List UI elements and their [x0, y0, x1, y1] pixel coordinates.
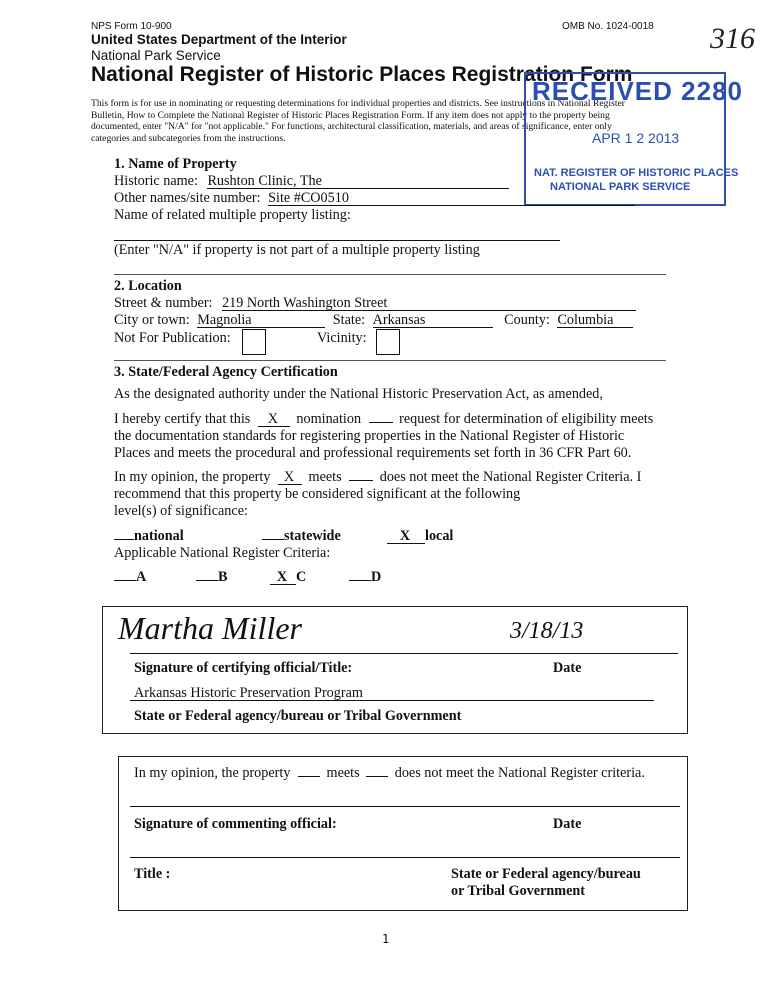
commenting-opinion-text: In my opinion, the property — [134, 765, 291, 781]
related-listing-line — [114, 240, 560, 241]
commenting-date-label: Date — [553, 816, 582, 832]
intro-line: Bulletin, How to Complete the National Register of Historic Places Registration Form. If any item does not apply to the property being — [91, 109, 610, 121]
county-value: Columbia — [557, 313, 633, 328]
levels-label: level(s) of significance: — [114, 503, 248, 519]
not-meet-mark — [349, 480, 373, 481]
authority-text: As the designated authority under the National Historic Preservation Act, as amended, — [114, 386, 603, 402]
opinion-text: In my opinion, the property — [114, 469, 271, 485]
agency-name: National Park Service — [91, 48, 221, 63]
stamp-service-line: NATIONAL PARK SERVICE — [550, 181, 691, 193]
page-number: 1 — [382, 932, 390, 946]
criterion-a — [114, 569, 146, 586]
nomination-label: nomination — [296, 411, 362, 427]
criterion-c-label: C — [296, 569, 307, 585]
nomination-mark: X — [258, 412, 290, 427]
meets-mark: X — [278, 470, 302, 485]
criterion-d — [349, 569, 381, 586]
city-value: Magnolia — [197, 313, 325, 328]
request-label: request for determination of eligibility meets — [399, 411, 654, 427]
street-value: 219 North Washington Street — [222, 296, 636, 311]
commenting-meets-mark — [298, 776, 320, 777]
vicinity-checkbox[interactable] — [376, 329, 400, 355]
certifier-agency-value: Arkansas Historic Preservation Program — [134, 685, 363, 701]
not-for-publication-checkbox[interactable] — [242, 329, 266, 355]
omb-number: OMB No. 1024-0018 — [562, 21, 654, 32]
other-names-row — [114, 190, 635, 207]
city-row — [114, 312, 633, 329]
local-mark: X — [387, 529, 425, 544]
commenting-agency-label — [451, 866, 641, 900]
criterion-d-label: D — [371, 569, 382, 585]
certify-text: I hereby certify that this — [114, 411, 251, 427]
statewide-label: statewide — [284, 528, 341, 544]
form-title: National Register of Historic Places Registration Form — [91, 63, 633, 86]
other-names-value: Site #CO0510 — [268, 191, 635, 206]
handwritten-page-number: 316 — [710, 22, 755, 55]
intro-line: This form is for use in nominating or requesting determinations for individual properties and districts. See instructions in National Register — [91, 98, 625, 109]
department-name: United States Department of the Interior — [91, 32, 347, 47]
certifier-date: 3/18/13 — [510, 618, 584, 644]
certify-line — [114, 411, 653, 428]
criterion-b-mark — [196, 580, 218, 581]
national-label: national — [134, 528, 184, 544]
meets-label: meets — [308, 469, 342, 485]
received-stamp — [524, 72, 743, 206]
street-label: Street & number: — [114, 295, 213, 311]
street-row — [114, 295, 636, 312]
commenting-meets-label: meets — [326, 765, 360, 781]
section1-heading: 1. Name of Property — [114, 156, 237, 172]
level-national — [114, 528, 184, 545]
certify-line3: Places and meets the procedural and professional requirements set forth in 36 CFR Part 60. — [114, 445, 632, 461]
form-number: NPS Form 10-900 — [91, 21, 172, 32]
not-meet-label: does not meet the National Register Criteria. I — [379, 469, 642, 485]
commenting-agency-line2: or Tribal Government — [451, 883, 585, 899]
certifier-agency-line — [130, 700, 654, 701]
criteria-label: Applicable National Register Criteria: — [114, 545, 331, 561]
commenting-title-line — [130, 857, 680, 858]
level-statewide — [262, 528, 341, 545]
section2-heading: 2. Location — [114, 278, 182, 294]
criterion-a-mark — [114, 580, 136, 581]
certifier-signature-line — [130, 653, 678, 654]
criterion-a-label: A — [136, 569, 147, 585]
related-listing-note: (Enter "N/A" if property is not part of a multiple property listing — [114, 242, 480, 258]
certifier-agency-label: State or Federal agency/bureau or Tribal Government — [134, 708, 462, 724]
statewide-mark — [262, 539, 284, 540]
certifier-date-label: Date — [553, 660, 582, 676]
commenting-title-label: Title : — [134, 866, 171, 882]
section-divider — [114, 360, 666, 361]
intro-line: documented, enter "N/A" for "not applicable." For functions, architectural classification, materials, and areas of significance, enter only — [91, 121, 612, 133]
stamp-date: APR 1 2 2013 — [592, 130, 680, 146]
historic-name-row — [114, 173, 509, 190]
criterion-c-mark: X — [270, 570, 296, 585]
commenting-signature-label: Signature of commenting official: — [134, 816, 337, 832]
state-value: Arkansas — [373, 313, 493, 328]
commenting-opinion-line — [134, 765, 645, 782]
stamp-register-line: NAT. REGISTER OF HISTORIC PLACES — [534, 167, 739, 179]
historic-name-value: Rushton Clinic, The — [207, 174, 509, 189]
national-mark — [114, 539, 134, 540]
nfp-label: Not For Publication: — [114, 330, 231, 346]
recommend-line: recommend that this property be considered significant at the following — [114, 486, 521, 502]
vicinity-label: Vicinity: — [317, 330, 367, 346]
intro-line: categories and subcategories from the instructions. — [91, 132, 286, 144]
criterion-b — [196, 569, 227, 586]
commenting-signature-line — [130, 806, 680, 807]
commenting-not-meet-label: does not meet the National Register criteria. — [394, 765, 645, 781]
other-names-label: Other names/site number: — [114, 190, 261, 206]
local-label: local — [425, 528, 454, 544]
section-divider — [114, 274, 666, 275]
historic-name-label: Historic name: — [114, 173, 198, 189]
stamp-received-text: RECEIVED 2280 — [532, 76, 743, 106]
opinion-line — [114, 469, 641, 486]
commenting-agency-line1: State or Federal agency/bureau — [451, 866, 641, 882]
certify-line2: the documentation standards for registering properties in the National Register of Historic — [114, 428, 625, 444]
certifier-signature-label: Signature of certifying official/Title: — [134, 660, 353, 676]
criterion-d-mark — [349, 580, 371, 581]
city-label: City or town: — [114, 312, 190, 328]
commenting-not-meet-mark — [366, 776, 388, 777]
level-local — [387, 528, 453, 545]
section3-heading: 3. State/Federal Agency Certification — [114, 364, 338, 380]
criterion-c — [270, 569, 306, 586]
request-mark — [369, 422, 393, 423]
state-label: State: — [332, 312, 366, 328]
related-listing-label: Name of related multiple property listing: — [114, 207, 351, 223]
certifier-signature: Martha Miller — [118, 610, 302, 646]
criterion-b-label: B — [218, 569, 228, 585]
county-label: County: — [504, 312, 550, 328]
